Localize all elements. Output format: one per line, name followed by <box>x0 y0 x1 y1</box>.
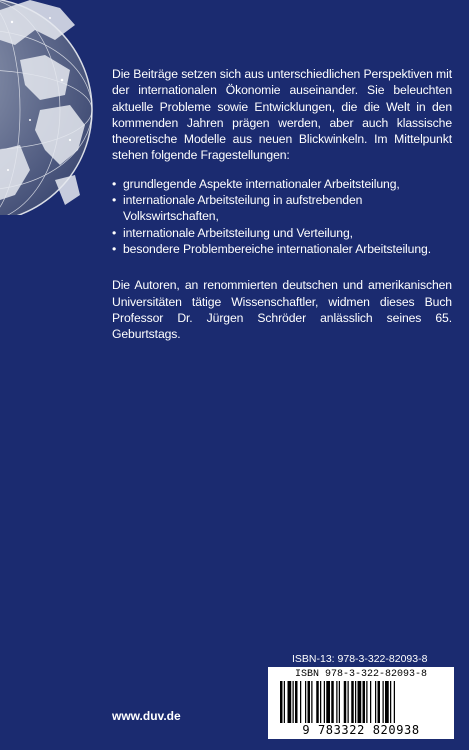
barcode-bar <box>320 681 321 723</box>
barcode-bar <box>326 681 330 723</box>
barcode-digits: 9 783322 820938 <box>302 723 420 737</box>
barcode-bars <box>278 681 444 723</box>
barcode-bar <box>324 681 325 723</box>
barcode-bar <box>293 681 294 723</box>
barcode-bar <box>300 681 301 723</box>
bullet-icon: • <box>112 241 117 256</box>
barcode-bar <box>344 681 347 723</box>
list-item: • internationale Arbeitsteilung in aufstrebenden Volkswirtschaften, <box>112 193 363 224</box>
bullet-icon: • <box>112 176 117 191</box>
description-block <box>112 66 452 342</box>
bullet-icon: • <box>112 193 117 208</box>
barcode-bar <box>385 681 389 723</box>
list-item: • grundlegende Aspekte internationaler Arbeitsteilung, <box>112 176 400 191</box>
barcode-bar <box>394 681 395 723</box>
barcode-bar <box>366 681 367 723</box>
barcode-bar <box>295 681 298 723</box>
barcode-isbn-text: ISBN 978-3-322-82093-8 <box>294 669 428 680</box>
website-url: www.duv.de <box>112 709 181 723</box>
barcode-bar <box>308 681 311 723</box>
barcode-bar <box>351 681 354 723</box>
barcode-bar <box>316 681 319 723</box>
barcode-bar <box>288 681 292 723</box>
barcode-bar <box>280 681 283 723</box>
barcode-bar <box>375 681 376 723</box>
globe-image <box>0 0 100 215</box>
barcode-bar <box>339 681 340 723</box>
barcode-bar <box>363 681 366 723</box>
barcode-bar <box>348 681 349 723</box>
topic-list <box>112 176 452 257</box>
isbn-label: ISBN-13: 978-3-322-82093-8 <box>292 653 428 665</box>
barcode-bar <box>355 681 356 723</box>
barcode-bar <box>305 681 306 723</box>
barcode-bar <box>336 681 337 723</box>
list-item: • internationale Arbeitsteilung und Verteilung, <box>112 225 353 240</box>
intro-paragraph: Die Beiträge setzen sich aus unterschiedlichen Perspektiven mit der internationalen Ökonomie auseinander. Sie beleuchten aktuelle Probleme sowie Entwicklungen, die die Welt in den kommenden Jahren prägen werden, aber auch klassische theoretische Modelle aus neuen Blickwinkeln. Im Mittelpunkt stehen folgende Fragestellungen: <box>112 67 452 163</box>
barcode-bar <box>378 681 381 723</box>
barcode-bar <box>311 681 312 723</box>
barcode-bar <box>370 681 371 723</box>
globe-graphic <box>0 0 100 215</box>
barcode-bar <box>383 681 384 723</box>
barcode-bar <box>284 681 285 723</box>
list-item: • besondere Problembereiche internationaler Arbeitsteilung. <box>112 241 431 256</box>
barcode-bar <box>390 681 391 723</box>
barcode-bar <box>358 681 362 723</box>
bullet-icon: • <box>112 225 117 240</box>
barcode-bar <box>331 681 334 723</box>
barcode <box>268 667 454 739</box>
authors-paragraph: Die Autoren, an renommierten deutschen und amerikanischen Universitäten tätige Wissenschaftler, widmen dieses Buch Professor Dr. Jürgen Schröder anlässlich seines 65. Geburtstags. <box>112 278 452 342</box>
